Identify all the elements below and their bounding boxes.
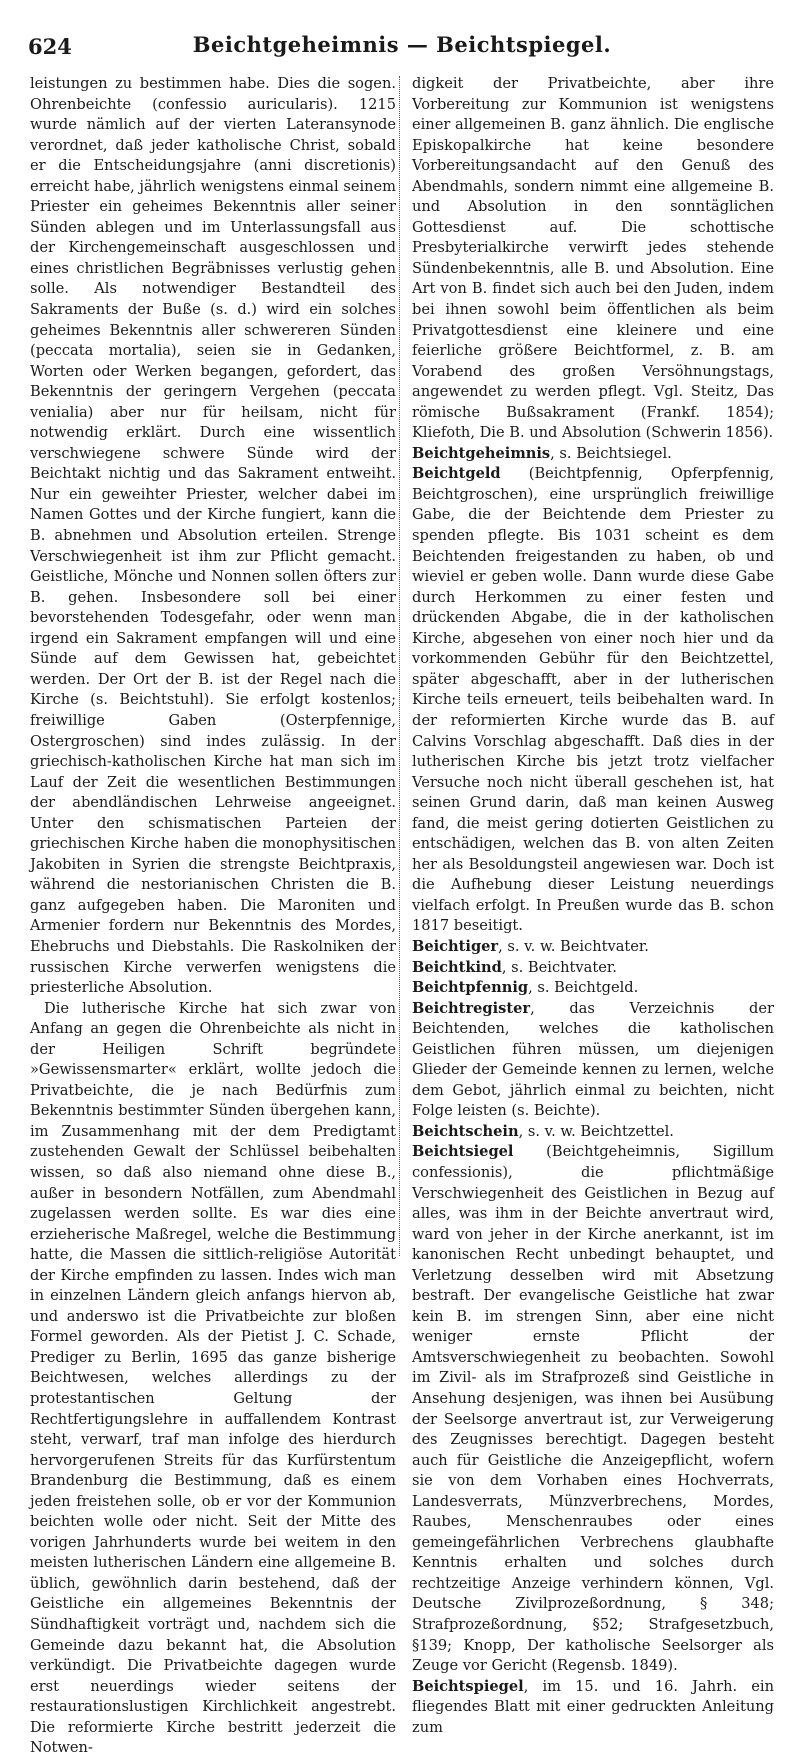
paragraph-lutherische-kirche: Die lutherische Kirche hat sich zwar von Anfang an gegen die Ohrenbeichte als nicht in der Heiligen Schrift begründete »Gewissensmarter« erklärt, wollte jedoch die Privatbeichte, die je nach Bedürfnis zum Bekenntnis bestimmter Sünden übergehen kann, im Zusammenhang mit der dem Predigtamt zustehenden Gewalt der Schlüssel beibehalten wissen, so daß also niemand ohne diese B., außer in besondern Notfällen, zum Abendmahl zugelassen werden sollte. Es war dies eine erzieherische Maßregel, welche die Bestimmung hatte, die Massen die sittlich-religiöse Autorität der Kirche empfinden zu lassen. Indes wich man in einzelnen Ländern gleich anfangs hiervon ab, und anderswo ist die Privatbeichte zur bloßen Formel geworden. Als der Pietist J. C. Schade, Prediger zu Berlin, 1695 das ganze bisherige Beichtwesen, welches allerdings zu der protestantischen Geltung der Rechtfertigungslehre in auffallendem Kontrast steht, verwarf, traf man infolge des hierdurch hervorgerufenen Streits für das Kurfürstentum Brandenburg die Bestimmung, daß es einem jeden freistehen solle, ob er vor der Kommunion beichten wolle oder nicht. Seit der Mitte des vorigen Jahrhunderts wurde bei weitem in den meisten lutherischen Ländern eine allgemeine B. üblich, gewöhnlich darin bestehend, daß der Geistliche ein allgemeines Bekenntnis der Sündhaftigkeit vorträgt und, nachdem sich die Gemeinde dazu bekannt hat, die Absolution verkündigt. Die Privatbeichte dagegen wurde erst neuerdings wieder seitens der restaurationslustigen Kirchlichkeit angestrebt. Die reformierte Kirche bestritt jederzeit die Notwen-	[30, 999, 396, 1757]
entry-beichtpfennig	[412, 978, 774, 999]
page-number: 624	[28, 34, 72, 59]
lemma: Beichtiger	[412, 937, 499, 955]
entry-beichtiger	[412, 937, 774, 958]
entry-beichtgeld	[412, 464, 774, 937]
lemma: Beichtschein	[412, 1122, 519, 1140]
entry-text: , s. Beichtvater.	[501, 958, 617, 976]
running-head: Beichtgeheimnis — Beichtspiegel.	[192, 32, 612, 57]
entry-text: (Beichtgeheimnis, Sigillum confessionis), die pflichtmäßige Verschwiegenheit des Geistlichen in Bezug auf alles, was ihm in der Beichte anvertraut wird, ward von jeher in der Kirche anerkannt, ist im kanonischen Recht unbedingt behauptet, und Verletzung desselben wird mit Absetzung bestraft. Der evangelische Geistliche hat zwar kein B. im strengen Sinn, aber eine nicht weniger ernste Pflicht der Amtsverschwiegenheit zu beobachten. Sowohl im Zivil- als im Strafprozeß sind Geistliche in Ansehung desjenigen, was ihnen bei Ausübung der Seelsorge anvertraut ist, zur Verweigerung des Zeugnisses berechtigt. Dagegen besteht auch für Geistliche die Anzeigepflicht, wofern sie von dem Vorhaben eines Hochverrats, Landesverrats, Münzverbrechens, Mordes, Raubes, Menschenraubes oder eines gemeingefährlichen Verbrechens glaubhafte Kenntnis erhalten und solches durch rechtzeitige Anzeige verhindern können, Vgl. Deutsche Zivilprozeßordnung, § 348; Strafprozeßordnung, §52; Strafgesetzbuch, §139; Knopp, Der katholische Seelsorger als Zeuge vor Gericht (Regensb. 1849).	[412, 1143, 774, 1675]
paragraph-ohrenbeichte: leistungen zu bestimmen habe. Dies die sogen. Ohrenbeichte (confessio auricularis). 1215 wurde nämlich auf der vierten Lateransynode verordnet, daß jeder katholische Christ, sobald er die Entscheidungsjahre (anni discretionis) erreicht habe, jährlich wenigstens einmal seinem Priester ein geheimes Bekenntnis aller seiner Sünden ablegen und im Unterlassungsfall aus der Kirchengemeinschaft ausgeschlossen und eines christlichen Begräbnisses verlustig gehen solle. Als notwendiger Bestandteil des Sakraments der Buße (s. d.) wird ein solches geheimes Bekenntnis aller schwereren Sünden (peccata mortalia), seien sie in Gedanken, Worten oder Werken begangen, gefordert, das Bekenntnis der geringern Vergehen (peccata venialia) aber nur für heilsam, nicht für notwendig erklärt. Durch eine wissentlich verschwiegene schwere Sünde wird der Beichtakt nichtig und das Sakrament entweiht. Nur ein geweihter Priester, welcher dabei im Namen Gottes und der Kirche fungiert, kann die B. abnehmen und Absolution erteilen. Strenge Verschwiegenheit ist ihm zur Pflicht gemacht. Geistliche, Mönche und Nonnen sollen öfters zur B. gehen. Insbesondere soll bei einer bevorstehenden Todesgefahr, oder wenn man irgend ein Sakrament empfangen will und eine Sünde auf dem Gewissen hat, gebeichtet werden. Der Ort der B. ist der Regel nach die Kirche (s. Beichtstuhl). Sie erfolgt kostenlos; freiwillige Gaben (Osterpfennige, Ostergroschen) sind indes zulässig. In der griechisch-katholischen Kirche hat man sich im Lauf der Zeit die wesentlichen Bestimmungen der abendländischen Lehrweise angeeignet. Unter den schismatischen Parteien der griechischen Kirche haben die monophysitischen Jakobiten in Syrien die strengste Beichtpraxis, während die nestorianischen Christen die B. ganz aufgegeben haben. Die Maroniten und Armenier fordern nur Bekenntnis des Mordes, Ehebruchs und Diebstahls. Die Raskolniken der russischen Kirche verwerfen wenigstens die priesterliche Absolution.	[30, 75, 396, 997]
entry-text: , s. v. w. Beichtvater.	[498, 937, 649, 955]
lemma: Beichtregister	[412, 999, 531, 1017]
right-column	[412, 74, 774, 1736]
entry-beichtgeheimnis	[412, 444, 774, 465]
lemma: Beichtgeld	[412, 465, 501, 483]
lemma: Beichtspiegel	[412, 1677, 524, 1695]
lemma: Beichtpfennig	[412, 979, 529, 997]
left-column	[30, 74, 396, 1757]
entry-beichtsiegel	[412, 1142, 774, 1676]
entry-text: , s. Beichtgeld.	[528, 979, 639, 997]
entry-beichtkind	[412, 958, 774, 979]
entry-beichtschein	[412, 1122, 774, 1143]
entry-text: , s. v. w. Beichtzettel.	[518, 1122, 674, 1140]
entry-text: , das Verzeichnis der Beichtenden, welches die katholischen Geistlichen führen müssen, um diejenigen Glieder der Gemeinde kennen zu lernen, welche dem Gebot, jährlich einmal zu beichten, nicht Folge leisten (s. Beichte).	[412, 999, 774, 1120]
entry-beichtspiegel	[412, 1677, 774, 1739]
entry-text: (Beichtpfennig, Opferpfennig, Beichtgroschen), eine ursprünglich freiwillige Gabe, die der Beichtende dem Priester zu spenden pflegte. Bis 1031 scheint es dem Beichtenden freigestanden zu haben, ob und wieviel er geben wolle. Dann wurde diese Gabe durch Herkommen zu einer festen und drückenden Abgabe, die in der katholischen Kirche, abgesehen von einer noch hier und da vorkommenden Gebühr für den Beichtzettel, später abgeschafft, aber in der lutherischen Kirche teils erneuert, teils beibehalten ward. In der reformierten Kirche wurde das B. auf Calvins Vorschlag abgeschafft. Daß dies in der lutherischen Kirche bis jetzt trotz vielfacher Versuche noch nicht überall geschehen ist, hat seinen Grund darin, daß man keinen Ausweg fand, die meist gering dotierten Geistlichen zu entschädigen, welchen das B. von alten Zeiten her als Besoldungsteil angewiesen war. Doch ist die Aufhebung dieser Leistung neuerdings vielfach erfolgt. In Preußen wurde das B. schon 1817 beseitigt.	[412, 465, 774, 935]
lemma: Beichtgeheimnis	[412, 444, 551, 462]
paragraph-continuation: digkeit der Privatbeichte, aber ihre Vorbereitung zur Kommunion ist wenigstens einer allgemeinen B. ganz ähnlich. Die englische Episkopalkirche hat keine besondere Vorbereitungsandacht auf den Genuß des Abendmahls, sondern nimmt eine allgemeine B. und Absolution in den sonntäglichen Gottesdienst auf. Die schottische Presbyterialkirche verwirft jedes stehende Sündenbekenntnis, alle B. und Absolution. Eine Art von B. findet sich auch bei den Juden, indem bei ihnen sowohl beim öffentlichen als beim Privatgottesdienst eine kleinere und eine feierliche größere Beichtformel, z. B. am Vorabend des großen Versöhnungstags, angewendet zu werden pflegt. Vgl. Steitz, Das römische Bußsakrament (Frankf. 1854); Kliefoth, Die B. und Absolution (Schwerin 1856).	[412, 75, 774, 442]
entry-text: , im 15. und 16. Jahrh. ein fliegendes Blatt mit einer gedruckten Anleitung zum	[412, 1677, 774, 1736]
lemma: Beichtkind	[412, 958, 502, 976]
page-header	[28, 30, 776, 64]
entry-beichtregister	[412, 999, 774, 1122]
column-divider	[399, 76, 400, 1256]
lemma: Beichtsiegel	[412, 1143, 514, 1161]
entry-text: , s. Beichtsiegel.	[550, 444, 672, 462]
